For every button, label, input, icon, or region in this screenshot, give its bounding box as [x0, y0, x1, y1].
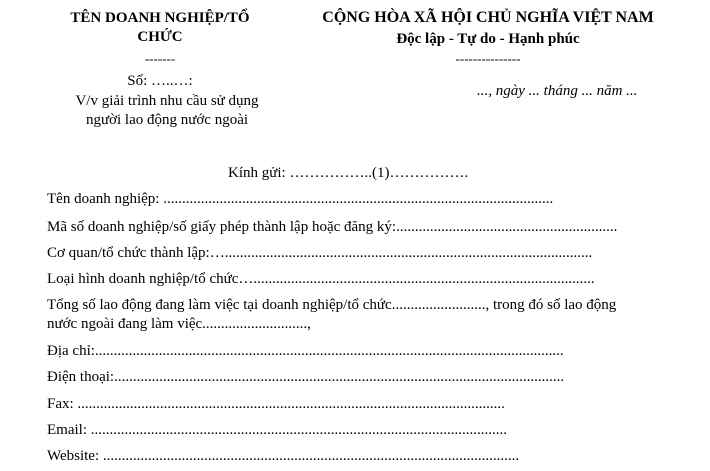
address-field[interactable]: Địa chỉ:............................................................................................................................. — [47, 343, 564, 359]
founding-agency-field[interactable]: Cơ quan/tổ chức thành lập:….................................................................................................. — [47, 245, 593, 261]
phone-field[interactable]: Điện thoại:........................................................................................................................ — [47, 369, 565, 385]
fax-field[interactable]: Fax: .................................................................................................................. — [47, 396, 505, 412]
email-field[interactable]: Email: ............................................................................................................... — [47, 422, 507, 438]
foreign-workers-field[interactable]: nước ngoài đang làm việc............................, — [47, 316, 311, 332]
document-subject: V/v giải trình nhu cầu sử dụng người lao động nước ngoài — [75, 93, 259, 128]
business-type-field[interactable]: Loại hình doanh nghiệp/tổ chức…........................................................................................... — [47, 271, 595, 287]
business-code-field[interactable]: Mã số doanh nghiệp/số giấy phép thành lập hoặc đăng ký:........................................................... — [47, 219, 618, 235]
organization-divider: ------- — [144, 51, 176, 66]
date-line: ..., ngày ... tháng ... năm ... — [477, 83, 638, 99]
national-motto: Độc lập - Tự do - Hạnh phúc — [396, 31, 580, 47]
recipient-line: Kính gửi: ……………..(1)……………. — [228, 165, 469, 181]
document-number: Số: …..…: — [127, 73, 193, 89]
organization-name: TÊN DOANH NGHIỆP/TỔ CHỨC — [70, 10, 250, 45]
business-name-field[interactable]: Tên doanh nghiệp: ........................................................................................................ — [47, 191, 554, 207]
national-divider: --------------- — [455, 51, 521, 66]
total-workers-field[interactable]: Tổng số lao động đang làm việc tại doanh nghiệp/tổ chức........................., trong đó số lao động — [47, 297, 617, 313]
website-field[interactable]: Website: ............................................................................................................... — [47, 448, 520, 464]
national-title: CỘNG HÒA XÃ HỘI CHỦ NGHĨA VIỆT NAM — [322, 9, 654, 26]
